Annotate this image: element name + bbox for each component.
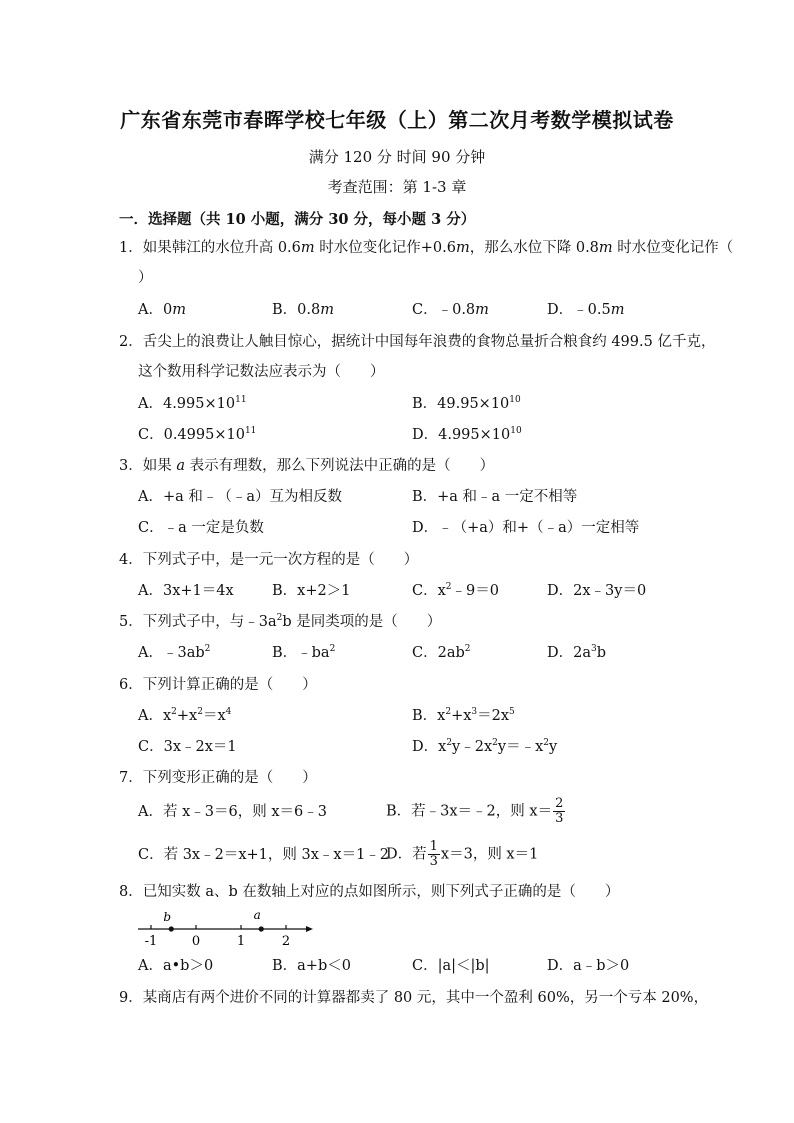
question-3-option-c[interactable]: C．﹣a 一定是负数 [138,520,264,536]
question-4-option-a[interactable]: A．3x+1＝4x [138,583,234,599]
question-1-option-c[interactable]: C．﹣0.8m [412,302,489,318]
question-2-option-b[interactable]: B．$49.95\times 10^{10}$ [412,395,521,412]
question-5-option-c[interactable]: C．$2ab^2$ [412,644,471,661]
exam-score-time: 满分 120 分 时间 90 分钟 [308,148,486,166]
number-line-tick-label: 2 [281,934,291,947]
question-8-option-b[interactable]: B．a+b＜0 [272,958,351,974]
question-8-option-d[interactable]: D．a﹣b＞0 [547,958,630,974]
question-3-option-a[interactable]: A．+a 和﹣（﹣a）互为相反数 [138,489,343,505]
question-6-option-c[interactable]: C．3x﹣2x＝1 [138,739,237,755]
question-1-stem: 1．如果韩江的水位升高 0.6m 时水位变化记作+0.6m，那么水位下降 0.8m 时水位变化记作（ [119,240,734,256]
point-b-dot [169,926,174,931]
exam-title: 广东省东莞市春晖学校七年级（上）第二次月考数学模拟试卷 [120,108,674,132]
question-6-option-d[interactable]: D．$x^2y﹣2x^2y=﹣x^2y$ [412,738,558,755]
point-a-label: a [253,908,261,922]
section-heading-choice: 一．选择题（共 10 小题，满分 30 分，每小题 3 分） [119,211,476,228]
question-1-option-d[interactable]: D．﹣0.5m [547,302,625,318]
question-6-option-a[interactable]: A．$x^2+x^2=x^4$ [138,707,232,724]
question-2-option-a[interactable]: A．$4.995\times 10^{11}$ [138,395,247,412]
question-8-stem: 8．已知实数 a、b 在数轴上对应的点如图所示，则下列式子正确的是（ ） [119,884,620,900]
question-2-stem-cont: 这个数用科学记数法应表示为（ ） [138,364,385,380]
question-1-option-b[interactable]: B．0.8m [272,302,334,318]
question-4-option-d[interactable]: D．2x﹣3y＝0 [547,583,647,599]
question-2-option-d[interactable]: D．$4.995\times 10^{10}$ [412,426,522,443]
question-7-option-c[interactable]: C．若 3x﹣2＝x+1，则 3x﹣x＝1﹣2 [138,847,390,863]
point-b-label: b [163,910,172,924]
question-9-stem: 9．某商店有两个进价不同的计算器都卖了 80 元，其中一个盈利 60%，另一个亏本 20%， [119,990,709,1006]
question-7-option-b[interactable]: B．若﹣3x＝﹣2，则 x＝ $\frac{2}{3}$ [386,796,564,826]
question-5-option-a[interactable]: A．$﹣3ab^2$ [138,644,211,661]
question-6-option-b[interactable]: B．$x^2+x^3=2x^5$ [412,707,515,724]
fraction-two-thirds: $\frac{2}{3}$ [555,796,564,826]
question-5-stem: 5．下列式子中，与$﹣3a^2b$ 是同类项的是（ ） [119,613,442,630]
question-7-option-a[interactable]: A．若 x﹣3＝6，则 x＝6﹣3 [138,804,327,820]
exam-scope: 考查范围：第 1-3 章 [327,178,467,196]
question-2-option-c[interactable]: C．$0.4995\times 10^{11}$ [138,426,257,443]
question-7-option-d[interactable]: D．若 $\frac{1}{3}$ x＝3，则 x＝1 [386,839,539,869]
question-4-option-b[interactable]: B．x+2＞1 [272,583,351,599]
number-line-tick-label: 1 [236,934,246,947]
question-6-stem: 6．下列计算正确的是（ ） [119,677,317,693]
point-a-dot [259,926,264,931]
question-7-stem: 7．下列变形正确的是（ ） [119,770,317,786]
number-line-arrow [306,926,313,932]
fraction-one-third: $\frac{1}{3}$ [429,839,438,869]
number-line-figure [136,907,316,947]
question-4-option-c[interactable]: C．$x^2﹣9=0$ [412,582,499,599]
question-3-stem: 3．如果 a 表示有理数，那么下列说法中正确的是（ ） [119,458,495,474]
number-line-tick-label: -1 [144,934,158,947]
question-3-option-d[interactable]: D．﹣（+a）和+（﹣a）一定相等 [412,520,640,536]
question-4-stem: 4．下列式子中，是一元一次方程的是（ ） [119,552,419,568]
question-5-option-b[interactable]: B．$﹣ba^2$ [272,644,336,661]
number-line-tick-label: 0 [191,934,201,947]
question-2-stem: 2．舌尖上的浪费让人触目惊心，据统计中国每年浪费的食物总量折合粮食约 499.5 亿千克， [119,334,716,350]
question-3-option-b[interactable]: B．+a 和﹣a 一定不相等 [412,489,578,505]
question-8-option-c[interactable]: C．|a|＜|b| [412,958,490,974]
question-5-option-d[interactable]: D．$2a^3b$ [547,644,607,661]
question-1-option-a[interactable]: A．0m [138,302,186,318]
question-1-stem-cont: ） [138,270,153,286]
question-8-option-a[interactable]: A．a•b＞0 [138,958,214,974]
